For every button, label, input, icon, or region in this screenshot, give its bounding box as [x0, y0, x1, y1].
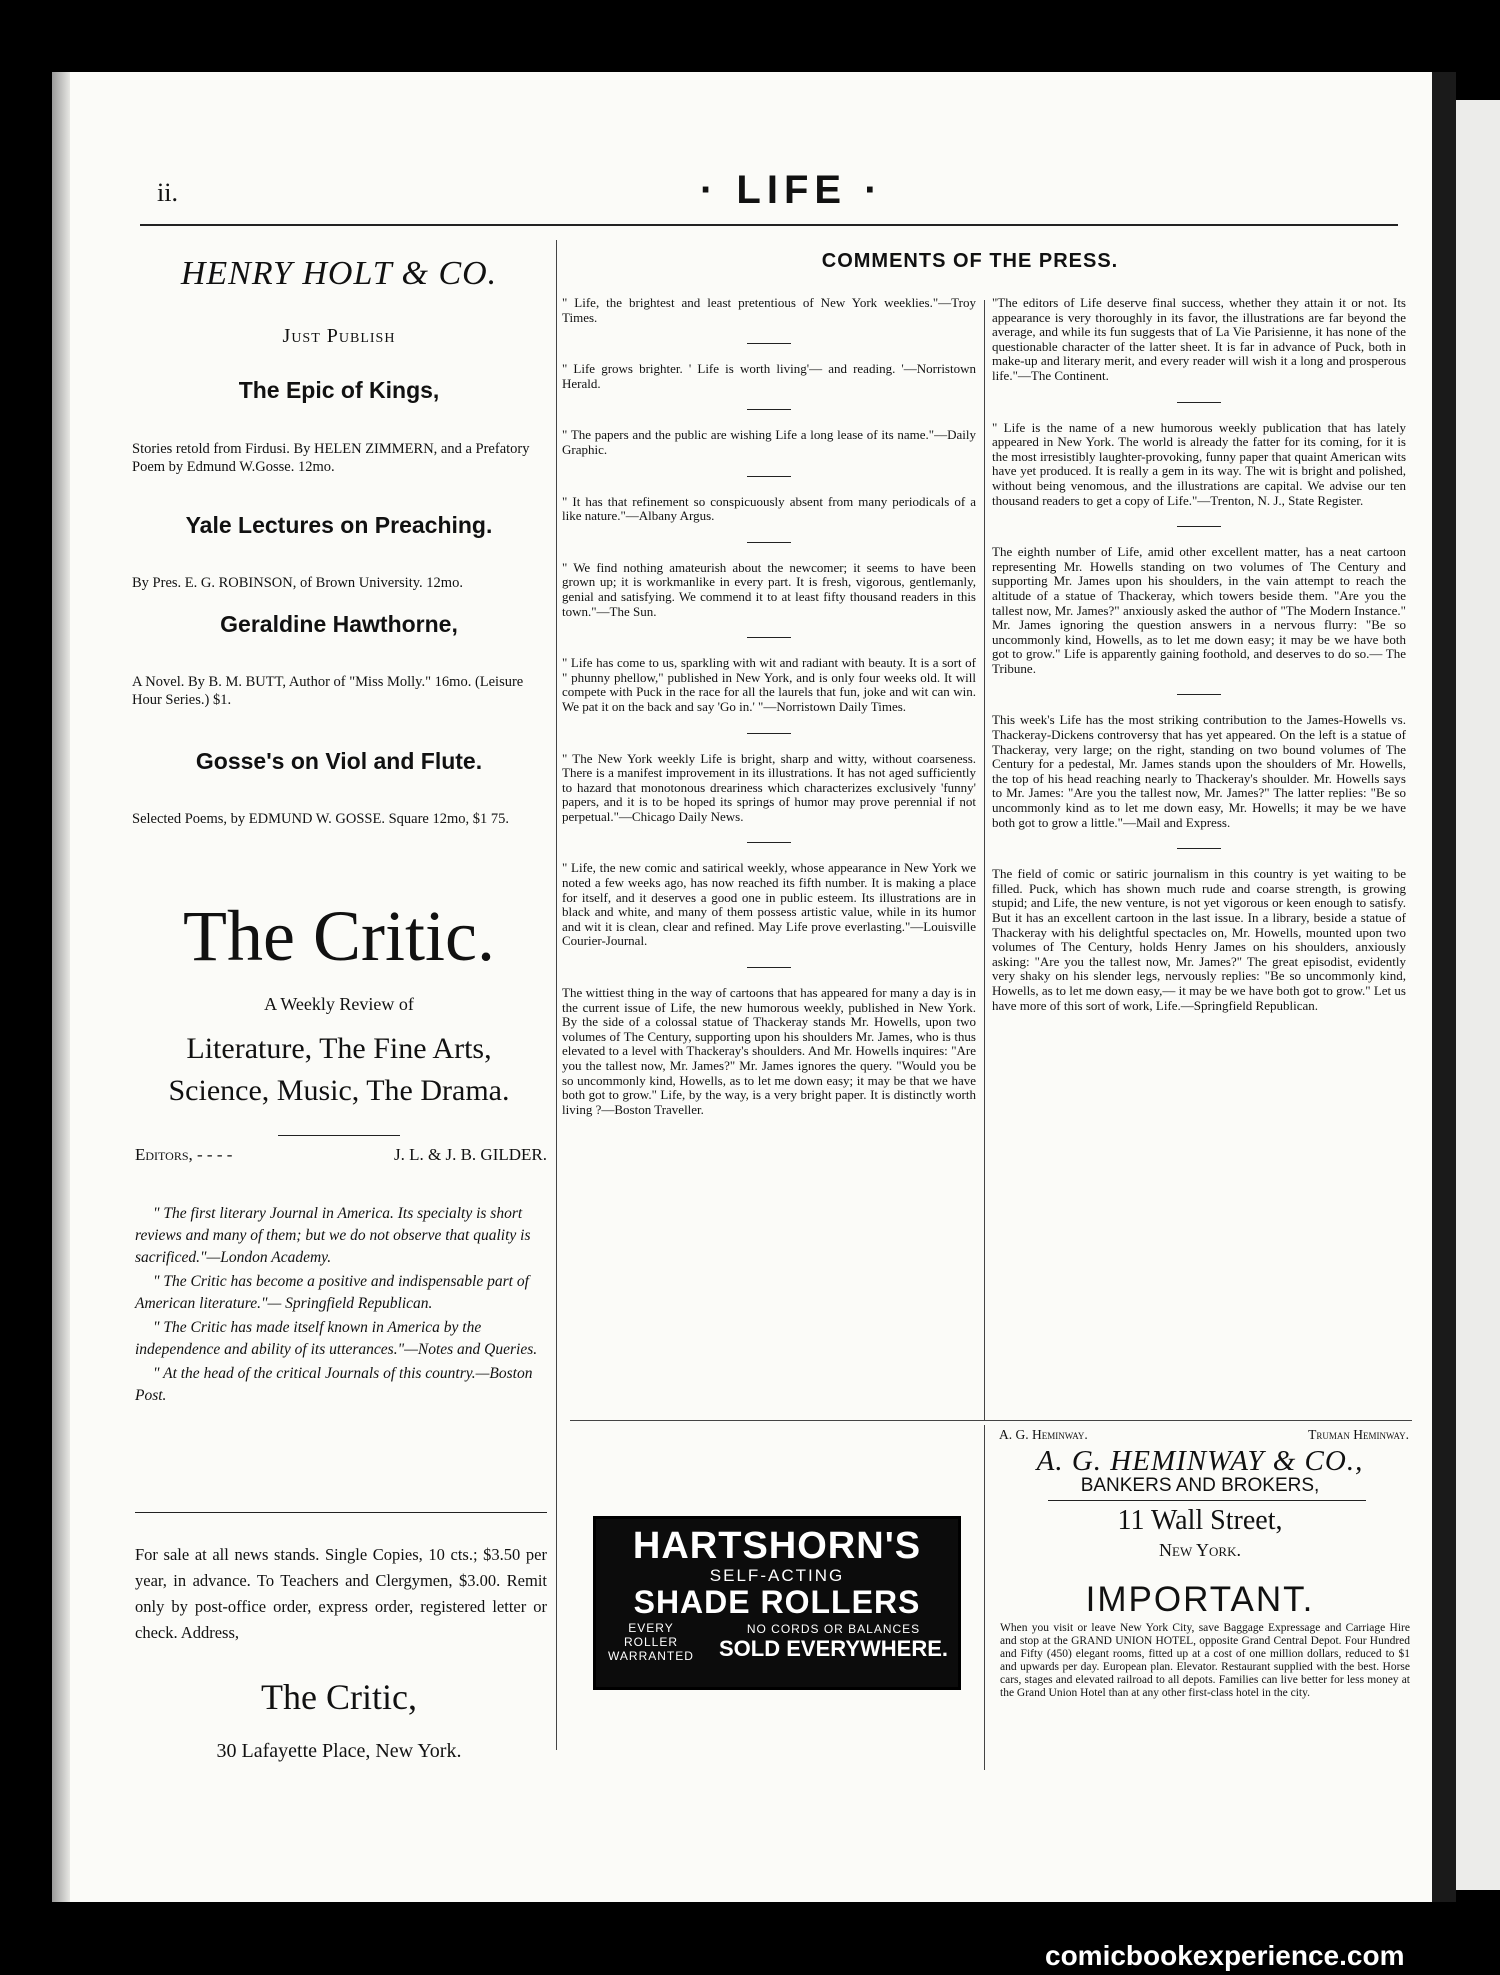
press-quote: " Life has come to us, sparkling with wit and radiant with beauty. It is a sort of " phunny phellow," published in New York, and is only four weeks old. It will compete with Puck in the race for all the laurels that fun, joke and wit can win. We pat it on the back and say 'Go in.' "—Norristown Daily Times. [562, 655, 976, 714]
subscription-text: For sale at all news stands. Single Copies, 10 cts.; $3.50 per year, in advance. To Teachers and Clergymen, $3.00. Remit only by post-office order, express order, registered letter or check. Address, [135, 1545, 547, 1642]
header-rule [140, 224, 1398, 226]
critic-topics-line: Literature, The Fine Arts, [186, 1032, 492, 1065]
separator [747, 842, 791, 843]
hotel-ad-text: When you visit or leave New York City, save Baggage Expressage and Carriage Hire and stop at the GRAND UNION HOTEL, opposite Grand Central Depot. Four Hundred and Fifty (450) elegant rooms, fitted up at a cost of one million dollars, reduced to $1 and upwards per day. European plan. Elevator. Restaurant supplied with the best. Horse cars, stages and elevated railroad to all depots. Families can live better for less money at the Grand Union Hotel than at any other first-class hotel in the city. [1000, 1622, 1410, 1699]
press-quote: " Life grows brighter. ' Life is worth living'— and reading. '—Norristown Herald. [562, 361, 976, 391]
divider [1048, 1500, 1366, 1501]
quote: " At the head of the critical Journals of this country.—Boston Post. [135, 1365, 533, 1404]
press-quote: The eighth number of Life, amid other excellent matter, has a neat cartoon representing Mr. Howells standing on two volumes of The Century and supporting Mr. James upon his shoulders, in the vain attempt to reach the altitude of a statue of Thackeray, which towers beside them. "Are you the tallest now, Mr. James?" anxiously asked the author of "The Modern Instance." Mr. James ignoring the question answers in a nervous flurry: "Be so uncommonly kind, Howells, as to let me down easy; it may be we have both got to grow." Life is apparently gaining foothold, and deserves to do so.— The Tribune. [992, 544, 1406, 676]
book-title: The Epic of Kings, [238, 377, 440, 403]
separator [1177, 402, 1221, 403]
book-description: Selected Poems, by EDMUND W. GOSSE. Square 12mo, $1 75. [132, 811, 509, 827]
press-quote: " We find nothing amateurish about the newcomer; it seems to have been grown up; it is workmanlike in every part. It is fresh, vigorous, gentlemanly, genial and satisfying. We commend it to at least fifty thousand readers in this town."—The Sun. [562, 559, 976, 619]
press-quote: " The papers and the public are wishing Life a long lease of its name."—Daily Graphic. [562, 427, 976, 457]
separator [747, 476, 791, 477]
partner-name: Truman Heminway. [1308, 1427, 1409, 1442]
critic-quotes [135, 1203, 547, 1409]
masthead: · LIFE · [700, 168, 884, 212]
separator [747, 733, 791, 734]
press-quote: " The New York weekly Life is bright, sharp and witty, without coarseness. There is a manifest improvement in its illustrations. It has not aged sufficiently to hazard that monotonous dreariness which characterizes exclusively 'funny' papers, and it is to be hoped its springs of humor may prove perennial if not perpetual."—Chicago Daily News. [562, 750, 976, 824]
heminway-partners [999, 1427, 1409, 1443]
press-quote: The wittiest thing in the way of cartoons that has appeared for many a day is in the current issue of Life, the new humorous weekly, published in New York. By the side of a colossal statue of Thackeray stands Mr. Howells, upon two volumes of The Century, supporting upon his shoulders Mr. James, who is thus elevated to a level with Thackeray's shoulders. And Mr. Howells inquires: "Are you the tallest now, Mr. James?" Mr. James ignores the query. "Would you be so uncommonly kind, Howells, as to let me down easy; it may be that we have both got to grow." Life, by the way, is a very bright paper. It is distinctly worth living ?—Boston Traveller. [562, 985, 976, 1117]
hartshorn-product: SHADE ROLLERS [633, 1584, 921, 1620]
hartshorn-tagline: SELF-ACTING [709, 1566, 845, 1585]
publisher-name: HENRY HOLT & CO. [180, 255, 498, 292]
important-heading: IMPORTANT. [1085, 1580, 1315, 1619]
press-heading: COMMENTS OF THE PRESS. [821, 250, 1119, 272]
press-quote: " Life, the new comic and satirical weekly, whose appearance in New York we noted a few weeks ago, has now reached its fifth number. It is making a place for itself, and it deserves a good one in public esteem. Its illustrations are in black and white, and many of them possess artistic value, while in its humor and wit it is clean, clear and refined. May Life prove everlasting."—Louisville Courier-Journal. [562, 860, 976, 949]
press-quote: "The editors of Life deserve final success, whether they attain it or not. Its appearance is very thoroughly in its favor, the illustrations are far beyond the average, and while its fun suggests that of La Vie Parisienne, it has none of the questionable character of the latter sheet. It is far in advance of Puck, both in make-up and literary merit, and every reader will wish it a long and prosperous life."—The Continent. [992, 295, 1406, 383]
press-column-1 [562, 296, 976, 1117]
divider [278, 1135, 400, 1136]
editors-names: J. L. & J. B. GILDER. [394, 1145, 547, 1164]
press-column-2 [992, 296, 1406, 1013]
separator [1177, 694, 1221, 695]
column-rule-middle-lower [984, 1425, 985, 1770]
watermark: comicbookexperience.com [1045, 1940, 1405, 1971]
book-title: Geraldine Hawthorne, [220, 611, 458, 637]
hartshorn-ad [593, 1516, 961, 1690]
editors-label: Editors, - - - - [135, 1145, 233, 1164]
separator [1177, 848, 1221, 849]
press-quote: " Life is the name of a new humorous weekly publication that has lately appeared in New York. The world is already the fatter for its coming, for it is the most irresistibly laughter-provoking, funny paper that quaint American wits have yet produced. It is really a gem in its way. The wit is bright and polished, without being venomous, and the illustrations are capital. We advise our ten thousand readers to get a copy of Life."—Trenton, N. J., State Register. [992, 419, 1406, 508]
separator [1177, 526, 1221, 527]
quote: " The first literary Journal in America. Its specialty is short reviews and many of them; but we do not observe that quality is sacrificed."—London Academy. [135, 1205, 531, 1266]
critic-topics-line: Science, Music, The Drama. [168, 1074, 510, 1107]
divider [135, 1512, 547, 1513]
book-description: Stories retold from Firdusi. By HELEN ZIMMERN, and a Prefatory Poem by Edmund W.Gosse. 12mo. [132, 441, 530, 475]
separator [747, 343, 791, 344]
press-quote: " It has that refinement so conspicuously absent from many periodicals of a like nature."—Albany Argus. [562, 493, 976, 524]
critic-signature: The Critic, [261, 1677, 417, 1717]
hartshorn-footer [596, 1621, 958, 1663]
separator [747, 542, 791, 543]
column-rule-middle [984, 300, 985, 1420]
binding-gutter [52, 72, 70, 1902]
separator [747, 409, 791, 410]
press-quote: The field of comic or satiric journalism in this country is yet waiting to be filled. Puck, which has shown much rude and coarse strength, is growing stupid; and Life, the new venture, is not yet vigorous or keen enough to satisfy. But it has an excellent cartoon in the last issue. In a library, beside a statue of Thackeray with his delightful spectacles on, Mr. Howells, mounted upon two volumes of The Century, holds Henry James on his shoulders, anxiously asking: "Are you the tallest now, Mr. James?" The great episodist, evidently very shaky on his slender legs, nervously replies: "Be so uncommonly kind, Howells, as to let me down easy,— it may be we have both got to grow." Let us have more of this sort of work, Life.—Springfield Republican. [992, 866, 1406, 1013]
separator [747, 967, 791, 968]
page-edge-shadow [1432, 72, 1456, 1902]
section-rule [570, 1420, 1412, 1421]
separator [747, 637, 791, 638]
next-page-edge [1456, 100, 1500, 1890]
critic-subtitle: A Weekly Review of [264, 994, 414, 1014]
page-number: ii. [157, 178, 178, 207]
hartshorn-warranty: EVERY ROLLER WARRANTED [608, 1621, 694, 1663]
critic-title: The Critic. [183, 896, 495, 976]
partner-name: A. G. Heminway. [999, 1427, 1088, 1442]
just-publish: Just Publish [282, 325, 396, 347]
critic-address: 30 Lafayette Place, New York. [216, 1740, 462, 1762]
hartshorn-no-cords: NO CORDS OR BALANCES [746, 1622, 921, 1636]
press-quote: " Life, the brightest and least pretentious of New York weeklies."—Troy Times. [562, 295, 976, 325]
heminway-street: 11 Wall Street, [1117, 1505, 1283, 1536]
book-description: By Pres. E. G. ROBINSON, of Brown University. 12mo. [132, 575, 463, 591]
quote: " The Critic has made itself known in America by the independence and ability of its utterances."—Notes and Queries. [135, 1319, 538, 1358]
hartshorn-right [719, 1622, 948, 1662]
column-rule-left [556, 240, 557, 1750]
heminway-firm: A. G. HEMINWAY & CO., [1036, 1445, 1364, 1477]
book-title: Gosse's on Viol and Flute. [195, 748, 483, 774]
book-title: Yale Lectures on Preaching. [185, 512, 493, 538]
heminway-city: New York. [1159, 1540, 1241, 1560]
heminway-subtitle: BANKERS AND BROKERS, [1080, 1475, 1320, 1496]
critic-topics [130, 1028, 548, 1112]
editors-line [135, 1145, 547, 1165]
press-quote: This week's Life has the most striking contribution to the James-Howells vs. Thackeray-Dickens controversy that has yet appeared. On the left is a statue of Thackeray, very large; on the right, standing on two bound volumes of The Century for a pedestal, Mr. James stands upon the shoulders of Mr. Howells, the top of his head reaching nearly to Thackeray's shoulder. Mr. Howells says to Mr. James: "Are you the tallest now, Mr. James?" The latter replies: "Be so uncommonly kind as to let me down easy, Mr. Howells; it may be we have both got to grow a little."—Mail and Express. [992, 712, 1406, 830]
hartshorn-sold: SOLD EVERYWHERE. [719, 1636, 948, 1661]
hartshorn-brand: HARTSHORN'S [632, 1525, 922, 1567]
book-description: A Novel. By B. M. BUTT, Author of "Miss Molly." 16mo. (Leisure Hour Series.) $1. [132, 674, 524, 708]
quote: " The Critic has become a positive and indispensable part of American literature."— Springfield Republican. [135, 1273, 529, 1312]
